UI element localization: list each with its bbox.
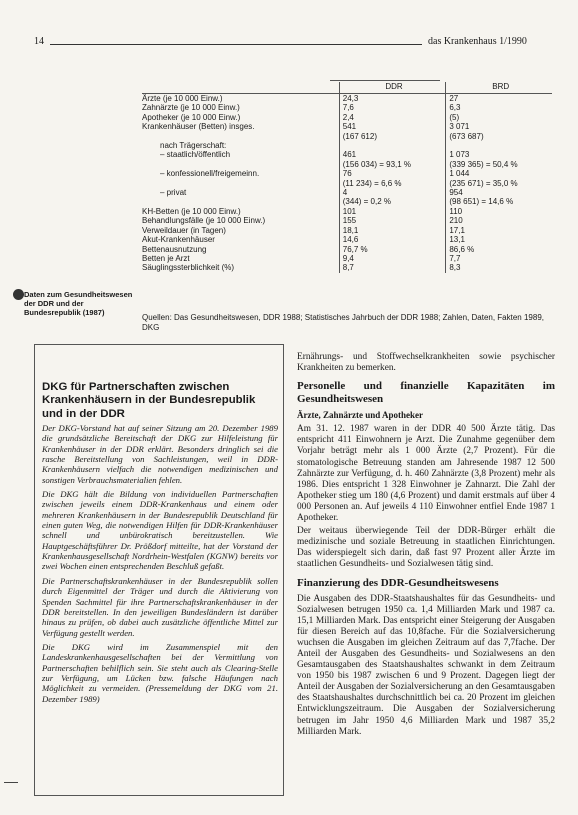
table-header-row xyxy=(142,82,552,94)
table-row xyxy=(142,141,552,150)
table-row xyxy=(142,150,552,159)
brd-value: 6,3 xyxy=(446,103,552,112)
article-paragraph: Die Ausgaben des DDR-Staatshaushaltes für das Gesundheits- und Sozialwesen betrugen 1950 ca. 1,4 Milliarden Mark und 1987 ca. 15,1 Milliarden Mark. Das entspricht einer Steigerung der Ausgaben für diesen Bereich auf das 10,8fache. Für die Sozialversicherung wuchsen die Ausgaben im gleichen Zeitraum auf das 7,7fache. Der Anteil der Ausgaben des Gesundheits- und Sozialwesens an den Gesamtausgaben des Staatshaushaltes schwankt in dem Zeitraum von 1950 bis 1987 zwischen 6 und 9 Prozent. Dagegen liegt der Anteil der Ausgaben der Sozialversicherung an den Gesamtausgaben des Staatshaushaltes durchschnittlich bei ca. 20 Prozent im gleichen Entwicklungszeitraum. Die Ausgaben der Sozialversicherung betrugen im Jahr 1950 4,6 Milliarden Mark und 1987 35,2 Milliarden Mark. xyxy=(297,593,555,737)
table-header-ddr: DDR xyxy=(339,82,446,94)
row-label: nach Trägerschaft: xyxy=(160,141,227,151)
brd-value: (339 365) = 50,4 % xyxy=(446,160,552,169)
table-header-label xyxy=(142,82,339,94)
row-label: Krankenhäuser (Betten) insges. xyxy=(142,122,255,132)
brd-value: (235 671) = 35,0 % xyxy=(446,179,552,188)
brd-value: 17,1 xyxy=(446,226,552,235)
table-row xyxy=(142,169,552,178)
dkg-paragraph: Die Partnerschaftskrankenhäuser in der Bundesrepublik sollen durch Eigenmittel der Träger und durch die Aktivierung von Spenden Sachmittel für ihre Partnerschaftskrankenhäuser in der DDR bereitstellen. In den jeweiligen Bundesländern ist darüber hinaus zu prüfen, ob dabei auch zusätzliche öffentliche Mittel zur Verfügung gestellt werden. xyxy=(42,575,278,638)
brd-value xyxy=(446,141,552,150)
row-label: Säuglingssterblichkeit (%) xyxy=(142,263,235,273)
subsection-heading: Ärzte, Zahnärzte und Apotheker xyxy=(297,410,423,421)
table-row xyxy=(142,216,552,225)
brd-value: 7,7 xyxy=(446,254,552,263)
row-label: KH-Betten (je 10 000 Einw.) xyxy=(142,206,241,216)
ddr-value: 155 xyxy=(339,216,446,225)
table-row xyxy=(142,132,552,141)
dkg-paragraph: Der DKG-Vorstand hat auf seiner Sitzung am 20. Dezember 1989 die grundsätzliche Bereitschaft der DKG zur Hilfeleistung für Krankenhäuser in der DDR erklärt. Besonders dringlich sei die rasche Bereitstellung von Sachleistungen, weil in DDR-Krankenhäusern vielfach die notwendigen medizinischen und sonstigen Verbrauchsmaterialien fehlen. xyxy=(42,423,278,485)
ddr-value: 76 xyxy=(339,169,446,178)
brd-value: 27 xyxy=(446,94,552,104)
brd-value: 110 xyxy=(446,207,552,216)
ddr-value: (344) = 0,2 % xyxy=(339,197,446,206)
table-row xyxy=(142,254,552,263)
page-number: 14 xyxy=(34,36,44,47)
ddr-value: 7,6 xyxy=(339,103,446,112)
row-label: – konfessionell/freigemeinn. xyxy=(160,169,260,179)
ddr-value: 4 xyxy=(339,188,446,197)
ddr-value xyxy=(339,141,446,150)
row-label xyxy=(142,132,339,141)
row-label: Zahnärzte (je 10 000 Einw.) xyxy=(142,103,240,113)
row-label: Akut-Krankenhäuser xyxy=(142,235,215,245)
table-row xyxy=(142,235,552,244)
brd-value: 13,1 xyxy=(446,235,552,244)
brd-value: (673 687) xyxy=(446,132,552,141)
section-heading: Personelle und finanzielle Kapazitäten im Gesundheitswesen xyxy=(297,380,555,406)
ddr-value: (11 234) = 6,6 % xyxy=(339,179,446,188)
margin-mark xyxy=(4,782,18,783)
table-row xyxy=(142,160,552,169)
brd-value: 1 073 xyxy=(446,150,552,159)
ddr-value: 101 xyxy=(339,207,446,216)
ddr-value: 9,4 xyxy=(339,254,446,263)
ddr-value: 2,4 xyxy=(339,113,446,122)
article-column xyxy=(297,352,555,738)
caption-bullet-icon xyxy=(13,289,24,300)
row-label: – privat xyxy=(160,188,187,198)
row-label xyxy=(142,179,339,188)
row-label: Bettenausnutzung xyxy=(142,244,207,254)
brd-value: 8,3 xyxy=(446,263,552,272)
table-caption: Daten zum Gesundheitswesen der DDR und der Bundesrepublik (1987) xyxy=(24,290,133,317)
row-label xyxy=(142,160,339,169)
table-row xyxy=(142,207,552,216)
row-label: Behandlungsfälle (je 10 000 Einw.) xyxy=(142,216,266,226)
ddr-value: (156 034) = 93,1 % xyxy=(339,160,446,169)
row-label: Betten je Arzt xyxy=(142,253,190,263)
row-label: Apotheker (je 10 000 Einw.) xyxy=(142,112,241,122)
table-row xyxy=(142,94,552,104)
section-heading: Finanzierung des DDR-Gesundheitswesens xyxy=(297,576,499,589)
ddr-value: (167 612) xyxy=(339,132,446,141)
row-label: Ärzte (je 10 000 Einw.) xyxy=(142,94,223,103)
statistics-table xyxy=(142,82,552,273)
table-header-brd: BRD xyxy=(446,82,552,94)
table-row xyxy=(142,179,552,188)
brd-value: 3 071 xyxy=(446,122,552,131)
table-row xyxy=(142,226,552,235)
brd-value: 86,6 % xyxy=(446,245,552,254)
row-label: Verweildauer (in Tagen) xyxy=(142,225,226,235)
ddr-value: 24,3 xyxy=(339,94,446,104)
article-paragraph: Am 31. 12. 1987 waren in der DDR 40 500 Ärzte tätig. Das entspricht 411 Einwohnern je Arzt. Die Zunahme gegenüber dem Vorjahr beträgt mehr als 1 000 Ärzte (2,7 Prozent). Für die stomatologische Betreuung standen am Jahresende 1987 12 500 Zahnärzte zur Verfügung, d. h. 460 Zahnärzte (3,8 Prozent) mehr als 1986. Dies entspricht 1 328 Einwohner je Zahnarzt. Die Zahl der Apotheker stieg um 180 (4,6 Prozent) und damit erstmals auf über 4 000 Personen an. Auf jeweils 4 110 Einwohner entfiel Ende 1987 1 Apotheker. xyxy=(297,424,555,524)
ddr-value: 18,1 xyxy=(339,226,446,235)
table-body xyxy=(142,94,552,273)
table-top-rule xyxy=(330,80,440,81)
table-row xyxy=(142,197,552,206)
ddr-value: 541 xyxy=(339,122,446,131)
brd-value: 954 xyxy=(446,188,552,197)
brd-value: (5) xyxy=(446,113,552,122)
brd-value: 1 044 xyxy=(446,169,552,178)
brd-value: 210 xyxy=(446,216,552,225)
ddr-value: 8,7 xyxy=(339,263,446,272)
intro-text: Ernährungs- und Stoffwechselkrankheiten sowie psychischer Krankheiten zu bemerken. xyxy=(297,352,555,374)
table-row xyxy=(142,263,552,272)
journal-title: das Krankenhaus 1/1990 xyxy=(428,36,527,47)
source-note: Quellen: Das Gesundheitswesen, DDR 1988; Statistisches Jahrbuch der DDR 1988; Zahlen, Daten, Fakten 1989, DKG xyxy=(142,313,544,332)
table-row xyxy=(142,188,552,197)
dkg-box-title: DKG für Partnerschaften zwischen Krankenhäusern in der Bundesrepublik und in der DDR xyxy=(42,381,256,420)
header-rule xyxy=(50,44,422,45)
dkg-paragraph: Die DKG hält die Bildung von individuellen Partnerschaften zwischen jeweils einem DDR-Krankenhaus und einem oder mehreren Krankenhäusern in der Bundesrepublik Deutschland für einen guten Weg, die notwendigen Hilfen für DDR-Krankenhäuser schnell und unbürokratisch bereitzustellen. Wie Hauptgeschäftsführer Dr. Prößdorf mitteilte, hat der Vorstand der Krankenhausgesellschaft Nordrhein-Westfalen (KGNW) bereits vor zwei Wochen einen entsprechenden Beschluß gefaßt. xyxy=(42,489,278,572)
dkg-paragraph: Die DKG wird im Zusammenspiel mit den Landeskrankenhausgesellschaften bei der Vermittlung von Partnerschaften behilflich sein. Sie steht auch als Clearing-Stelle zur Verfügung, um Lücken bzw. falsche Häufungen nach Möglichkeit zu vermeiden. (Pressemeldung der DKG vom 21. Dezember 1989) xyxy=(42,641,278,704)
ddr-value: 14,6 xyxy=(339,235,446,244)
table-row xyxy=(142,113,552,122)
ddr-value: 461 xyxy=(339,150,446,159)
row-label: – staatlich/öffentlich xyxy=(160,150,231,160)
article-paragraph: Der weitaus überwiegende Teil der DDR-Bürger erhält die medizinische und soziale Betreuung in staatlichen Einrichtungen. Das widerspiegelt sich darin, daß fast 97 Prozent aller Ärzte im staatlichen Gesundheits- und Sozialwesen tätig sind. xyxy=(297,526,555,570)
table-row xyxy=(142,103,552,112)
dkg-box-body xyxy=(42,423,278,708)
brd-value: (98 651) = 14,6 % xyxy=(446,197,552,206)
row-label xyxy=(142,197,339,206)
table-row xyxy=(142,245,552,254)
table-row xyxy=(142,122,552,131)
ddr-value: 76,7 % xyxy=(339,245,446,254)
